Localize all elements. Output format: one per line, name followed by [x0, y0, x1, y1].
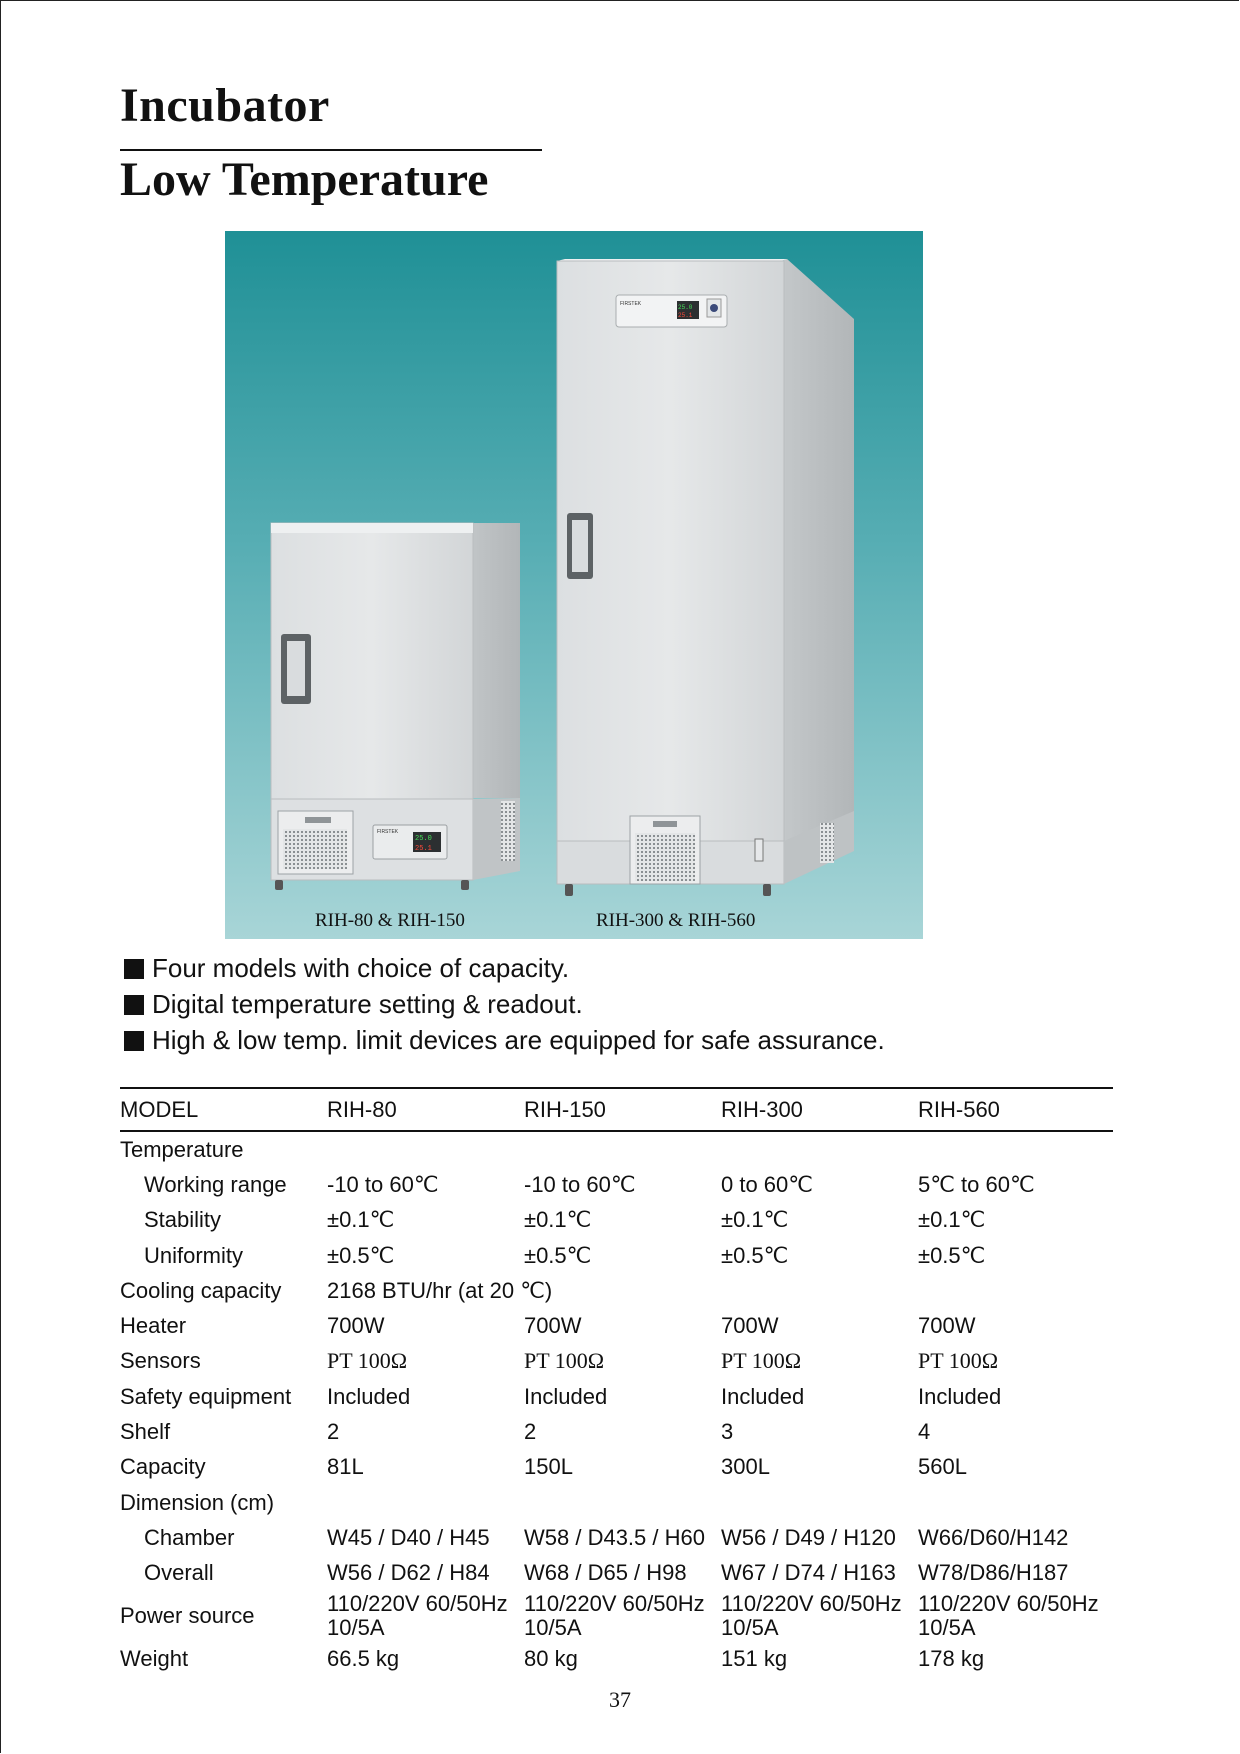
table-row: Stability ±0.1℃ ±0.1℃ ±0.1℃ ±0.1℃: [144, 1207, 986, 1233]
feature-item: High & low temp. limit devices are equipped for safe assurance.: [124, 1022, 885, 1058]
table-row: Working range -10 to 60℃ -10 to 60℃ 0 to 60℃ 5℃ to 60℃: [144, 1171, 1035, 1197]
table-row: Overall W56 / D62 / H84 W68 / D65 / H98 W67 / D74 / H163 W78/D86/H187: [144, 1560, 1069, 1586]
table-row: Chamber W45 / D40 / H45 W58 / D43.5 / H60 W56 / D49 / H120 W66/D60/H142: [144, 1524, 1069, 1550]
large-display-bottom: 25.1: [678, 312, 693, 319]
large-brand-label: FIRSTEK: [620, 301, 642, 307]
feature-list: [124, 950, 885, 1058]
square-bullet-icon: [124, 1031, 144, 1051]
small-display-top: 25.0: [415, 835, 432, 843]
spec-header-row: MODEL RIH-80 RIH-150 RIH-300 RIH-560: [120, 1088, 1113, 1131]
product-photo: [225, 231, 923, 939]
table-row: Heater 700W 700W 700W 700W: [120, 1313, 976, 1339]
photo-caption-small-models: RIH-80 & RIH-150: [315, 910, 465, 931]
page-subtitle: Low Temperature: [120, 153, 489, 206]
table-row: Dimension (cm): [120, 1489, 275, 1515]
photo-caption-large-models: RIH-300 & RIH-560: [596, 910, 756, 931]
table-row: Capacity 81L 150L 300L 560L: [120, 1454, 967, 1480]
small-display-bottom: 25.1: [415, 845, 432, 853]
title-divider: [120, 149, 542, 151]
small-incubator: [271, 523, 520, 890]
feature-item: Four models with choice of capacity.: [124, 950, 885, 986]
square-bullet-icon: [124, 995, 144, 1015]
small-brand-label: FIRSTEK: [377, 829, 399, 835]
table-row: Power source 110/220V 60/50Hz 10/5A 110/220V 60/50Hz 10/5A 110/220V 60/50Hz 10/5A 110/220V 60/50Hz 10/5A: [120, 1590, 1099, 1640]
table-row: Cooling capacity 2168 BTU/hr (at 20 ℃): [120, 1277, 553, 1303]
table-row: Shelf 2 2 3 4: [120, 1419, 931, 1445]
page-title: Incubator: [120, 79, 330, 132]
square-bullet-icon: [124, 959, 144, 979]
large-display-top: 25.0: [678, 304, 693, 311]
table-row: Safety equipment Included Included Included Included: [120, 1383, 1002, 1409]
large-incubator: [557, 259, 854, 896]
feature-item: Digital temperature setting & readout.: [124, 986, 885, 1022]
table-row: Uniformity ±0.5℃ ±0.5℃ ±0.5℃ ±0.5℃: [144, 1242, 986, 1268]
table-row: Temperature: [120, 1136, 244, 1162]
spec-table: [120, 1087, 1113, 1676]
table-row: Sensors PT 100Ω PT 100Ω PT 100Ω PT 100Ω: [120, 1348, 999, 1374]
table-row: Weight 66.5 kg 80 kg 151 kg 178 kg: [120, 1645, 985, 1671]
page-number: 37: [609, 1687, 631, 1712]
